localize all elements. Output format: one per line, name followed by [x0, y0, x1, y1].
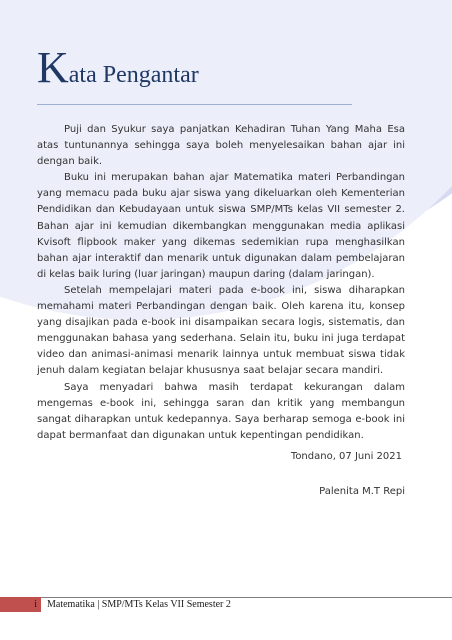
- title-initial: K: [37, 43, 69, 92]
- running-title: Matematika | SMP/MTs Kelas VII Semester 2: [47, 599, 231, 610]
- title-underline: [37, 104, 352, 105]
- title-rest: ata Pengantar: [68, 62, 199, 88]
- paragraph-expectations: Setelah mempelajari materi pada e-book ini, siswa diharapkan memahami materi Perbandingan dengan baik. Oleh karena itu, konsep yang disajikan pada e-book ini disampaikan secara logis, sistematis, dan menggunakan bahasa yang sederhana. Selain itu, buku ini juga terdapat video dan animasi-animasi menarik lainnya untuk membuat siswa tidak jenuh dalam kegiatan belajar khususnya saat belajar secara mandiri.: [37, 284, 405, 377]
- paragraph-gratitude: Puji dan Syukur saya panjatkan Kehadiran Tuhan Yang Maha Esa atas tuntunannya sehingga saya boleh menyelesaikan bahan ajar ini dengan baik.: [37, 124, 405, 168]
- author-name: Palenita M.T Repi: [319, 486, 405, 497]
- footer: [0, 597, 452, 612]
- page-number: i: [0, 597, 41, 612]
- paragraph-closing: Saya menyadari bahwa masih terdapat kekurangan dalam mengemas e-book ini, sehingga saran dan kritik yang membangun sangat diharapkan untuk kedepannya. Saya berharap semoga e-book ini dapat bermanfaat dan digunakan untuk kepentingan pendidikan.: [37, 381, 405, 441]
- page-title: [37, 43, 199, 92]
- place-date: Tondano, 07 Juni 2021: [290, 451, 402, 462]
- paragraph-about-book: Buku ini merupakan bahan ajar Matematika materi Perbandingan yang memacu pada buku ajar siswa yang dikeluarkan oleh Kementerian Pendidikan dan Kebudayaan untuk siswa SMP/MTs kelas VII semester 2. Bahan ajar ini kemudian dikembangkan menggunakan media aplikasi Kvisoft flipbook maker yang dikemas sedemikian rupa menghasilkan bahan ajar interaktif dan menarik untuk digunakan dalam pembelajaran di kelas baik luring (luar jaringan) maupun daring (dalam jaringan).: [37, 172, 405, 280]
- body-text: [37, 122, 405, 444]
